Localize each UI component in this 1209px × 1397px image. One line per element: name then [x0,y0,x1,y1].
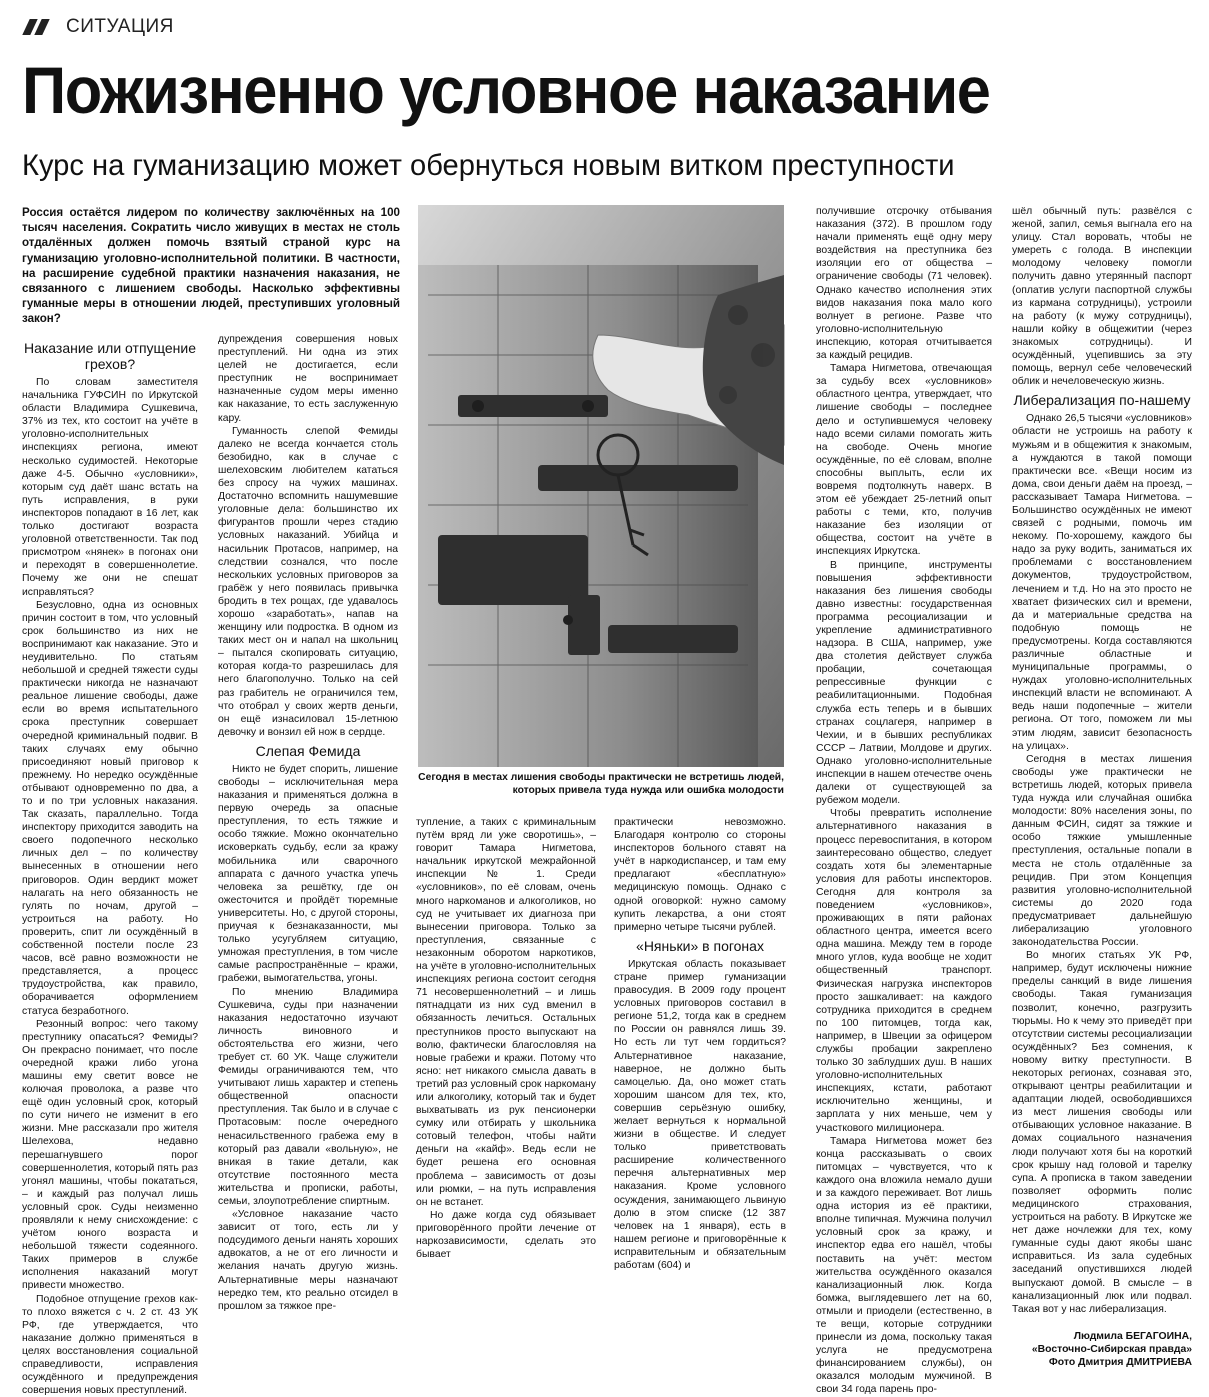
column-4 [614,816,786,1271]
double-slash-icon [20,19,56,35]
paragraph: Тамара Нигметова может без конца рассказывать о своих питомцах – чувствуется, что к каждого она вложила немало души и за каждого переживает. Вот лишь одна история из её практики, вполне типичная. Мужчина получил условный срок за кражу, и инспектор едва его нашёл, чтобы поставить на учёт: местом жительства осуждённого оказался канализационный люк. Когда бомжа, выглядевшего лет на 60, отмыли и приодели (естественно, в те вещи, которые сотрудники принесли из дома, поскольку такая услуга не предусмотрена финансированием службы), он оказался молодым мужчиной. В свои 34 года парень про- [816,1135,992,1396]
section-heading-4: Либерализация по-нашему [1013,392,1191,409]
article-title: Пожизненно условное наказание [22,53,990,127]
paragraph: Тамара Нигметова, отвечающая за судьбу всех «условников» областного центра, утверждает, что лишение свободы – последнее дело и оступившемуся человеку надо всеми силами помогать жить на свободе. Очень многие осуждённые, по её словам, вполне способны выплыть, если их вовремя подтолкнуть наверх. В этом её убеждает 25-летний опыт работы с теми, кто, получив наказание без изоляции от общества, состоит на учёте в инспекциях Иркутска. [816,363,992,558]
paragraph: шёл обычный путь: развёлся с женой, запил, семья выгнала его на улицу. Стал воровать, чтобы не умереть с голода. В инспекции молодому человеку помогли получить давно утерянный паспорт (оплатив услуги паспортной службы из кармана сотрудницы), устроили на работу (к мужу сотрудницы), нашли койку в общежитии (через знакомых сотрудницы). И осуждённый, уцепившись за эту помощь, вернул себе человеческий облик и нечеловеческую жизнь. [1012,206,1192,388]
paragraph: Гуманность слепой Фемиды далеко не всегда кончается столь безобидно, как в случае с шелеховским любителем кататься без спросу на чужих машинах. Достаточно вспомнить нашумевшие уголовные дела: большинство их фигурантов прошли через стадию условных наказаний. Убийца и насильник Протасов, например, на следствии сознался, что после нескольких условных приговоров за грабёж у него появилась привычка бродить в тех рощах, где удавалось хорошо «заработать», напав на женщину или подростка. В одном из таких мест он и напал на школьниц – пытался скопировать ситуацию, которая когда-то разрешилась для него благополучно. Только на сей раз грабитель не ограничился тем, что отобрал у своих жертв деньги, он ещё изнасиловал 15-летнюю девочку и вонзил ей нож в сердце. [218,425,398,738]
paragraph: Во многих статьях УК РФ, например, будут исключены нижние пределы санкций в виде лишения свободы. Такая гуманизация позволит, конечно, разгрузить тюрьмы. Но к чему это приведёт при отсутствии системы ресоциализации осуждённых? Без сомнения, к новому витку преступности. В некоторых регионах, сознавая это, открывают центры реабилитации и адаптации людей, освободившихся из мест лишения свободы или отбывающих условное наказание. В домах социального назначения люди получают хотя бы на короткий срок крышу над головой и тарелку супа. А прописка в таком заведении позволяет оформить полис медицинского страхования, устроиться на работу. В Иркутске же нет даже ночлежки для тех, кому гуманные суды дают якобы шанс исправиться. Из зала судебных заседаний опустившихся людей выпускают домой. В смысле – в канализационный люк или подвал. Такая вот у нас либерализация. [1012,950,1192,1315]
column-5 [816,205,992,1396]
section-heading-1: Наказание или отпущение грехов? [23,340,197,372]
paragraph: «Условное наказание часто зависит от того, есть ли у подсудимого деньги нанять хороших адвокатов, а не от его личности и желания начать другую жизнь. Альтернативные меры назначают нередко тем, кто реально отсидел в прошлом за тяжкое пре- [218,1209,398,1312]
rubric [20,16,174,38]
section-heading-3: «Няньки» в погонах [636,937,764,954]
paragraph: дупреждения совершения новых преступлений. Ни одна из этих целей не достигается, если преступник не воспринимает назначенные судом меры именно как наказание, то есть заслуженную кару. [218,334,398,424]
paragraph: практически невозможно. Благодаря контролю со стороны инспекторов больного ставят на учёт в наркодиспансер, и там ему предлагают «бесплатную» медицинскую помощь. Однако с одной оговоркой: нужно самому купить лекарства, а они стоят примерно четыре тысячи рублей. [614,817,786,933]
article-photo [418,205,784,767]
paragraph: Никто не будет спорить, лишение свободы – исключительная мера наказания и применяться должна в первую очередь за опасные преступления, то есть тяжкие и особо тяжкие. Можно окончательно исковеркать судьбу, если за кражу мобильника или сварочного аппарата с дачного участка упечь человека за решётку, где он ожесточится и пройдёт тюремные университеты. Но, с другой стороны, приучая к безнаказанности, мы только усугубляем ситуацию, умножая преступления, в том числе самые распространённые – кражи, грабежи, вымогательства, угоны. [218,763,398,985]
column-1 [22,336,198,1397]
author-name: Людмила БЕГАГОИНА, [1073,1330,1192,1342]
paragraph: Резонный вопрос: чего такому преступнику опасаться? Фемиды? Он прекрасно понимает, что после очередной кражи либо угона машины ему светит вовсе не колючая проволока, а разве что ещё один условный срок, который по сути ничего не изменит в его жизни. Мне рассказали про жителя Шелехова, недавно перешагнувшего порог совершеннолетия, который пять раз угонял машины, чтобы покататься, – и каждый раз получал лишь условный срок. Суды неизменно проявляли к нему снисхождение: с учётом юного возраста и небольшой тяжести содеянного. Таких примеров в службе исполнения наказаний могут привести множество. [22,1018,198,1292]
paragraph: Иркутская область показывает странe пример гуманизации правосудия. В 2009 году процент условных приговоров составил в регионе 51,2, тогда как в среднем по России он равнялся лишь 39. Но есть ли тут чем гордиться? Альтернативное наказание, наверное, не должно быть самоцелью. Да, оно может стать хорошим шансом для тех, кто, совершив серьёзную ошибку, желает вернуться к нормальной жизни в обществе. И следует только приветствовать расширение количественного перечня альтернативных мер наказания. Кроме условного осуждения, занимающего львиную долю в этом списке (12 387 человек на 1 января), есть в нашем регионе и приговорённые к исправительным и обязательным работам (604) и [614,958,786,1271]
paragraph: Однако 26,5 тысячи «условников» области не устроишь на работу к мужьям и в общежития к знакомым, а нуждаются в такой помощи практически все. «Вещи носим из дома, свои деньги даём на проезд, – рассказывает Тамара Нигметова. – Большинство осуждённых не имеют связей с родными, помочь им некому. По-хорошему, каждого бы надо за руку водить, заниматься их проблемами с восстановлением документов, трудоустройством, лечением и т.д. Но на это просто не хватает физических сил и времени, да и материальные средства на подобную помощь не предусмотрены. Когда составляются различные областные и муниципальные программы, о нуждах уголовно-исполнительных инспекций власти не вспоминают. А ведь наши подопечные – жители региона. От того, поможем ли мы этим людям, зависит безопасность на улицах». [1012,413,1192,752]
photo-caption: Сегодня в местах лишения свободы практически не встретишь людей, которых привела туда нужда или ошибка молодости [418,772,784,796]
paragraph: Подобное отпущение грехов как-то плохо вяжется с ч. 2 ст. 43 УК РФ, где утверждается, что наказание должно применяться в целях восстановления социальной справедливости, исправления осуждённого и предупреждения совершения новых преступлений. [22,1293,198,1397]
lead-paragraph: Россия остаётся лидером по количеству заключённых на 100 тысяч населения. Сократить число живущих в местах не столь отдалённых должен помочь взятый страной курс на гуманизацию уголовно-исполнительной политики. В частности, на расширение судебной практики назначения наказания, не связанного с лишением свободы. Насколько эффективны гуманные меры в отношении людей, преступивших уголовный закон? [22,206,400,326]
article-subtitle: Курс на гуманизацию может обернуться новым витком преступности [22,149,955,182]
paragraph: По словам заместителя начальника ГУФСИН по Иркутской области Владимира Сушкевича, 37% из тех, кто состоит на учёте в уголовно-исполнительных инспекциях региона, имеют несколько судимостей. Некоторые даже 4-5. Обычно «условники», которым суд даёт шанс встать на путь исправления, в руки инспекторов попадают в 16 лет, как только достигают возраста уголовной ответственности. Так под присмотром «нянек» в погонах они и переходят в совершеннолетие. Почему же они не спешат исправляться? [22,377,198,598]
column-6 [1012,205,1192,1368]
publication-name: «Восточно-Сибирская правда» [1031,1343,1192,1355]
rubric-label: СИТУАЦИЯ [66,16,174,37]
author-signature [1012,1330,1192,1369]
paragraph: тупление, а таких с криминальным путём вряд ли уже своротишь», – говорит Тамара Нигметова, начальник иркутской межрайонной инспекции № 1. Среди «условников», по её словам, очень много наркоманов и алкоголиков, но суд не учитывает их диагноза при вынесении приговора. Только за преступления, связанные с незаконным оборотом наркотиков, на учёте в уголовно-исполнительных инспекциях региона состоит сегодня 71 несовершеннолетний – и лишь пятнадцати из них суд вменил в обязанность лечиться. Остальных преступников просто выпускают на волю, фактически благословляя на новые грабежи и кражи. Потому что ясно: нет никакого смысла давать в третий раз условный срок наркоману или алкоголику, который так и будет выхватывать из рук пенсионерки сумку или отбирать у школьника сотовый телефон, чтобы найти деньги на «кайф». Ведь если не будет решена его основная проблема – зависимость от дозы или рюмки, – на путь исправления он не встанет. [416,817,596,1208]
paragraph: По мнению Владимира Сушкевича, суды при назначении наказания недостаточно изучают личность виновного и обстоятельства его жизни, чего требует ст. 60 УК. Чаще служители Фемиды ограничиваются тем, что учитывают лишь характер и степень общественной опасности преступления. Так было и в случае с Протасовым: после очередного ненасильственного грабежа ему в который раз давали «вольную», не вникая в такие детали, как отсутствие постоянного места жительства и прописки, работы, семьи, злоупотребление спиртным. [218,986,398,1207]
paragraph: Чтобы превратить исполнение альтернативного наказания в процесс перевоспитания, в котором заинтересовано общество, следует создать хотя бы элементарные условия для работы инспекторов. Сегодня для контроля за поведением «условников», проживающих в пяти районах областного центра, имеется всего одна машина. Между тем в городе много углов, куда вообще не ходит общественный транспорт. Физическая нагрузка инспекторов просто зашкаливает: на каждого сотрудника приходится в среднем по 100 питомцев, тогда как, например, в Швеции за офицером службы пробации закреплено только 30 заблудших душ. В наших уголовно-исполнительных инспекциях, кстати, работают исключительно женщины, и зарплата у них меньше, чем у участкового милиционера. [816,808,992,1134]
paragraph: получившие отсрочку отбывания наказания (372). В прошлом году начали применять ещё одну меру воздействия на преступника без изоляции его от общества – ограничение свободы (71 человек). Однако качество исполнения этих видов наказания пока мало кого волнует в регионе. Разве что уголовно-исполнительную инспекцию, которая отчитывается за каждый рецидив. [816,206,992,362]
section-heading-2: Слепая Фемида [255,742,361,759]
paragraph: Сегодня в местах лишения свободы уже практически не встретишь людей, которых привела туда нужда или случайная ошибка молодости: 80% населения зоны, по данным ФСИН, сидят за тяжкие и особо тяжкие умышленные преступления, остальные попали в места не столь отдалённые за рецидив. При этом Концепция развития уголовно-исполнительной системы до 2020 года предусматривает дальнейшую либерализацию уголовного законодательства России. [1012,753,1192,949]
column-3 [416,816,596,1261]
prison-door-lock-photo [418,205,784,767]
paragraph: Но даже когда суд обязывает приговорённого пройти лечение от наркозависимости, сделать это бывает [416,1209,596,1261]
column-2 [218,333,398,1312]
paragraph: В принципе, инструменты повышения эффективности наказания без лишения свободы давно известны: государственная программа ресоциализации и укрепление административного надзора. В США, например, уже два столетия действует служба пробации, сочетающая репрессивные функции с реабилитационными. Подобная служба есть теперь и в бывших странах соцлагеря, например в Чехии, и в бывших республиках СССР – Латвии, Молдове и других. Однако уголовно-исполнительные инспекции в нашем отечестве очень далеки от существующей за рубежом модели. [816,559,992,807]
paragraph: Безусловно, одна из основных причин состоит в том, что условный срок большинство из них не воспринимают как наказание. Это и неудивительно. По статьям небольшой и средней тяжести суды практически никогда не назначают реальное лишение свободы, даже если во время испытательного срока преступник совершает очередной криминальный подвиг. В таких случаях ему обычно присоединяют новый приговор к прежнему. Но нередко осуждённые отбывают одновременно по два, а то и по три условных наказания. Так сказать, параллельно. Тогда инспектору приходится заводить на своего подопечного несколько личных дел – по количеству вынесенных в отношении него приговоров. Один вердикт может налагать на него обязанность не гулять по ночам, другой – устроиться на работу. Но проверить, спит ли осуждённый в собственной постели после 23 часов, всё равно возможности не представляется, а процесс трудоустройства, как правило, оборачивается оформлением статуса безработного. [22,599,198,1017]
photo-credit: Фото Дмитрия ДМИТРИЕВА [1048,1356,1192,1368]
